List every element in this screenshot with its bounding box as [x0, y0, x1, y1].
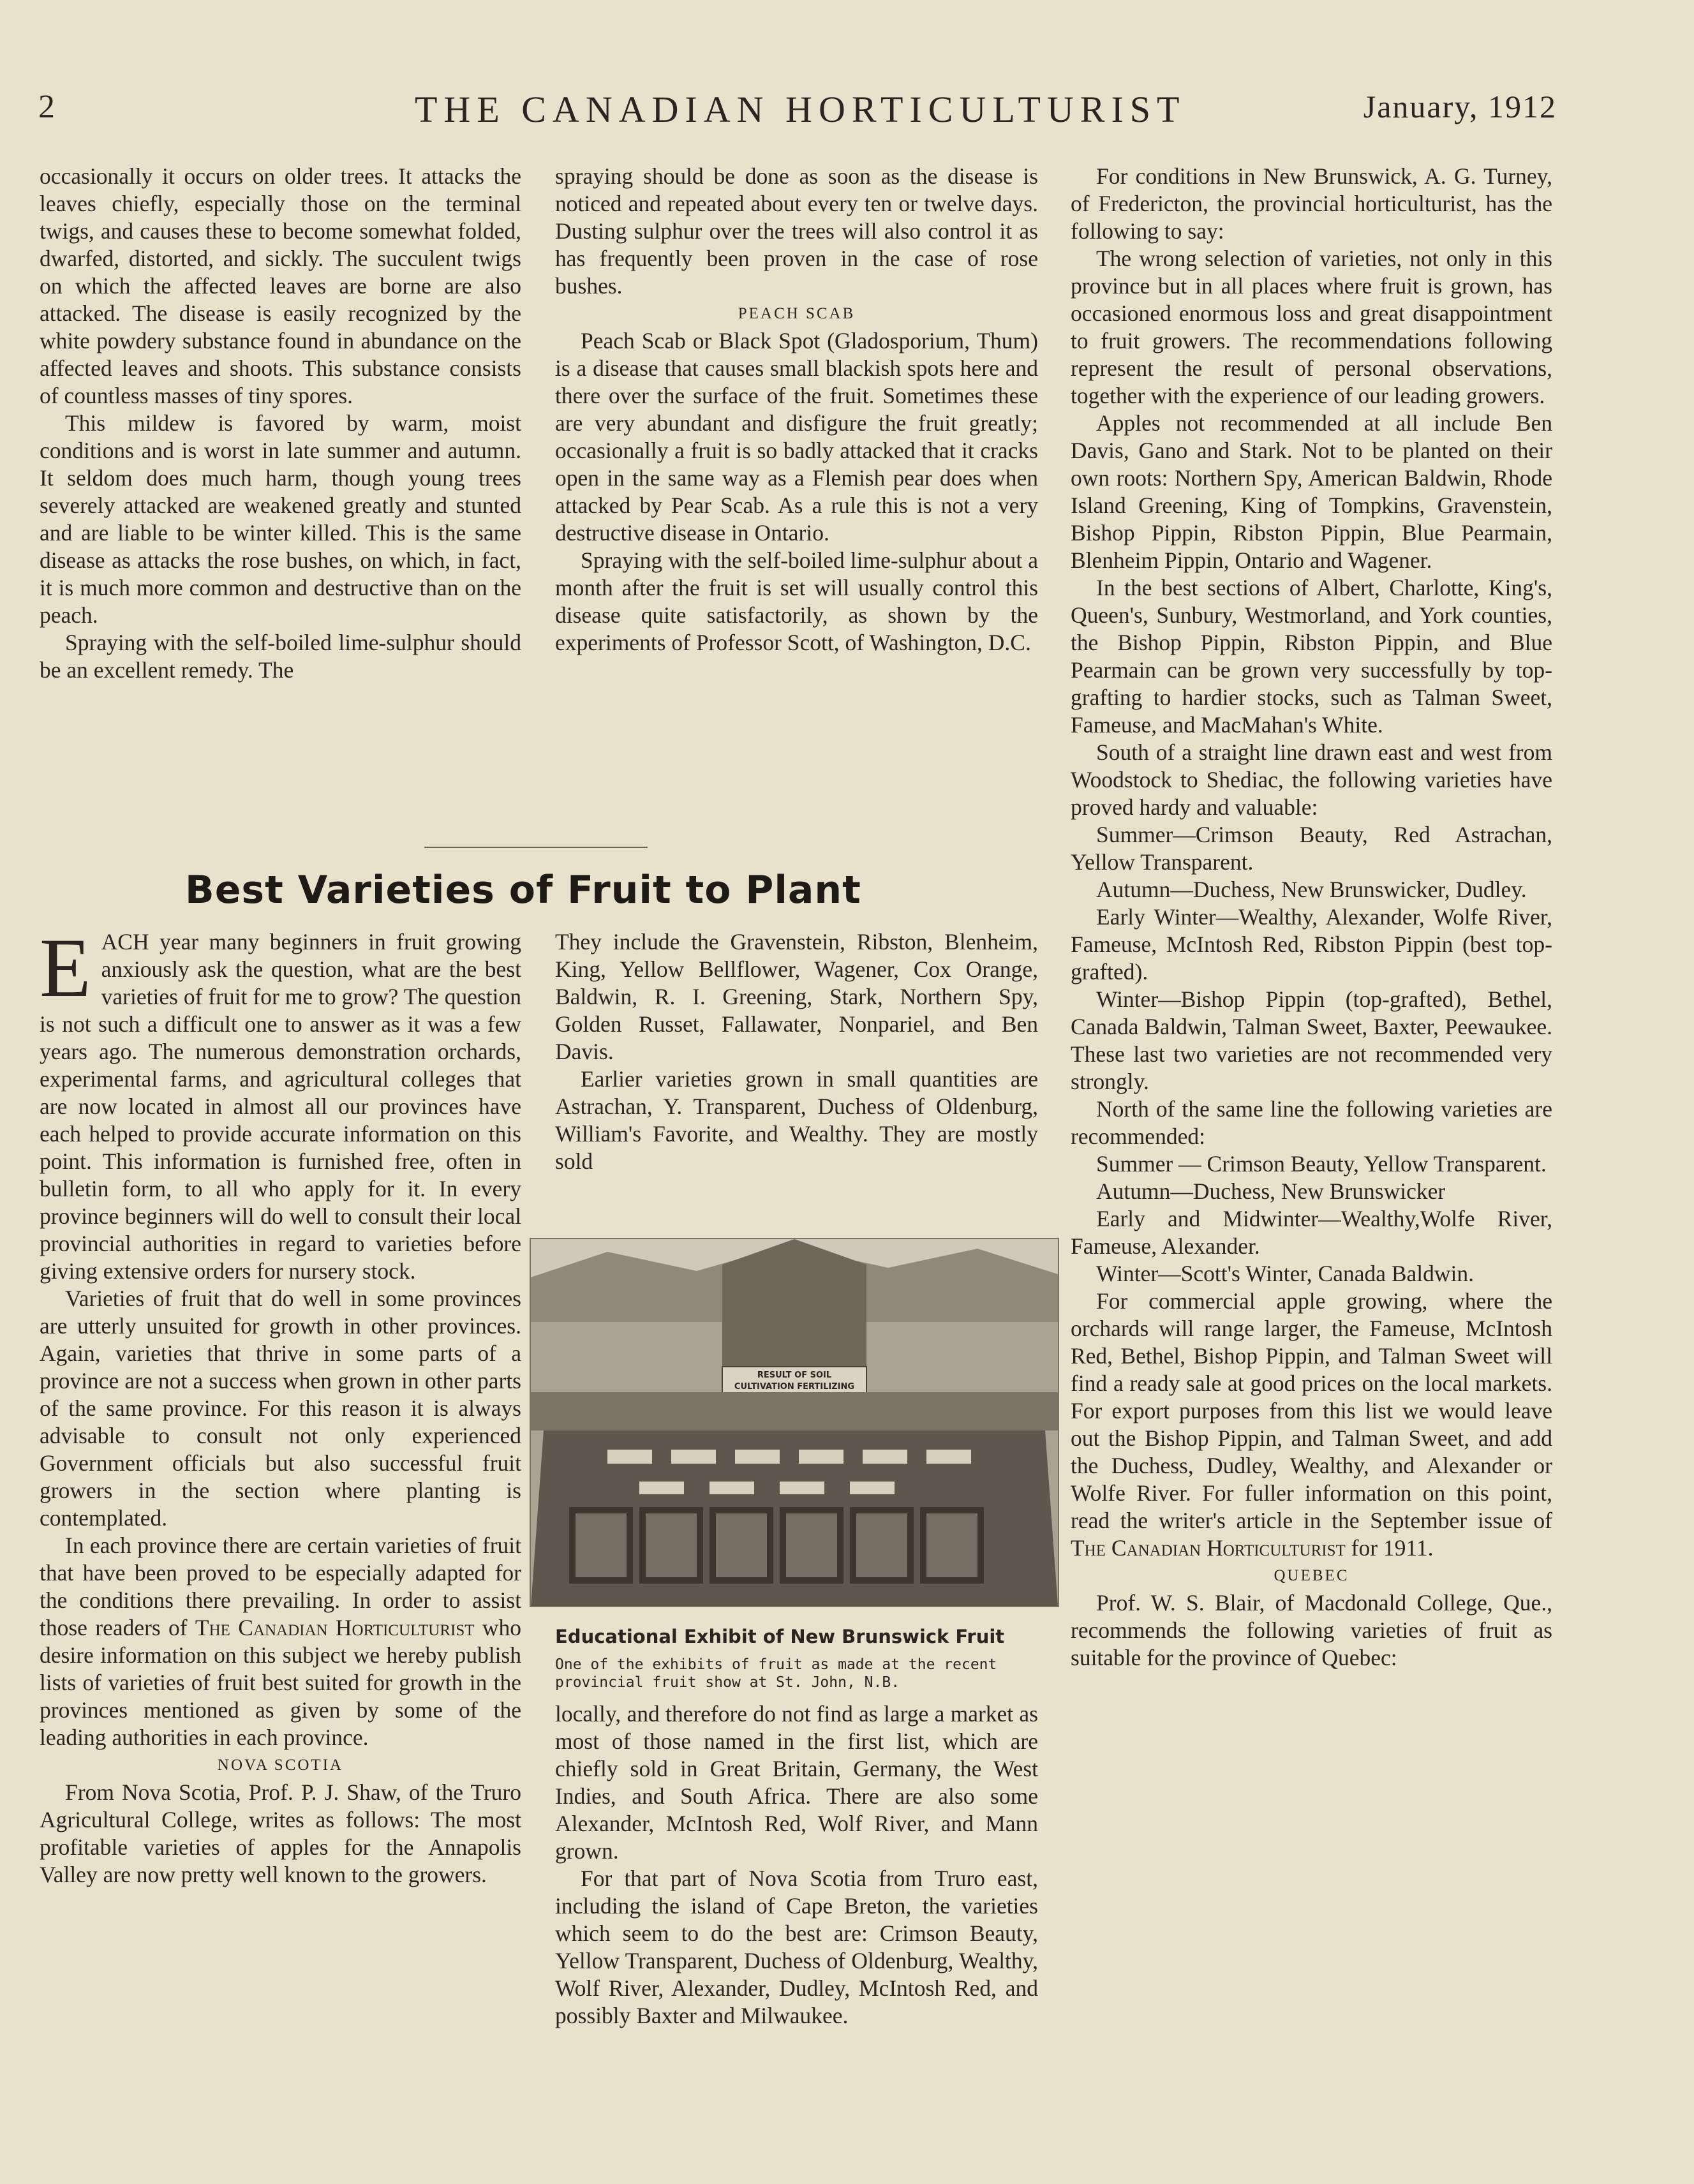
article-column-2-bottom	[555, 1700, 1038, 2030]
paragraph: Summer — Crimson Beauty, Yellow Transparent.	[1096, 1151, 1547, 1177]
paragraph: South of a straight line drawn east and west from Woodstock to Shediac, the following varieties have proved hardy and valuable:	[1071, 739, 1552, 820]
paragraph: Autumn—Duchess, New Brunswicker	[1096, 1178, 1446, 1204]
subheading-peach-scab: PEACH SCAB	[738, 305, 856, 322]
exhibit-sign: RESULT OF SOIL CULTIVATION FERTILIZING	[734, 1371, 855, 1392]
subheading-quebec: QUEBEC	[1274, 1567, 1349, 1584]
paragraph: In the best sections of Albert, Charlotte, King's, Queen's, Sunbury, Westmorland, and York counties, the Bishop Pippin, Ribston Pippin, and Blue Pearmain can be grown very successfully by top-grafting to hardier stocks, such as Talman Sweet, Fameuse, and MacMahan's White.	[1071, 575, 1552, 738]
paragraph: The wrong selection of varieties, not only in this province but in all places where fruit is grown, has occasioned enormous loss and great disappointment to fruit growers. The recommendations following represent the result of personal observations, together with the experience of our leading growers.	[1071, 246, 1552, 408]
paragraph: In each province there are certain varieties of fruit that have been proved to be especially adapted for the conditions there prevailing. In order to assist those readers of The Canadian Horticulturist who desire information on this subject we hereby publish lists of varieties of fruit best suited for growth in the provinces mentioned as given by some of the leading authorities in each province.	[40, 1533, 521, 1750]
paragraph: spraying should be done as soon as the disease is noticed and repeated about every ten or twelve days. Dusting sulphur over the trees will also control it as has frequently been proven in the case of rose bushes.	[555, 163, 1038, 299]
paragraph: From Nova Scotia, Prof. P. J. Shaw, of the Truro Agricultural College, writes as follows: The most profitable varieties of apples for the Annapolis Valley are now pretty well known to the growers.	[40, 1779, 521, 1887]
paragraph: North of the same line the following varieties are recommended:	[1071, 1096, 1552, 1149]
drop-cap: E	[40, 921, 91, 1014]
journal-reference: The Canadian Horticulturist	[1071, 1535, 1346, 1561]
paragraph: locally, and therefore do not find as large a market as most of those named in the first list, which are chiefly sold in Great Britain, Germany, the West Indies, and South Africa. There are also some Alexander, McIntosh Red, Wolf River, and Mann grown.	[555, 1701, 1038, 1864]
issue-date: January, 1912	[1363, 89, 1557, 124]
page-header	[38, 88, 1557, 139]
paragraph: Spraying with the self-boiled lime-sulphur should be an excellent remedy. The	[40, 630, 521, 683]
article-column-1	[40, 921, 521, 1889]
paragraph: Autumn—Duchess, New Brunswicker, Dudley.	[1096, 877, 1527, 902]
photo-illustration	[531, 1239, 1058, 1606]
journal-title: THE CANADIAN HORTICULTURIST	[415, 89, 1186, 130]
page-number: 2	[38, 89, 55, 125]
paragraph-text: ACH year many beginners in fruit growing anxiously ask the question, what are the best varieties of fruit for me to grow? The question is not such a difficult one to answer as it was a few years ago. The numerous demonstration orchards, experimental farms, and agricultural colleges that are now located in almost all our provinces have each helped to provide accurate information on this point. This information is furnished free, often in bulletin form, to all who apply for it. In every province beginners will do well to consult their local provincial authorities in regard to varieties before giving extensive orders for nursery stock.	[40, 929, 521, 1284]
paragraph	[40, 921, 521, 1285]
paragraph: Peach Scab or Black Spot (Gladosporium, Thum) is a disease that causes small blackish spots here and there over the surface of the fruit. Sometimes these are very abundant and disfigure the fruit greatly; occasionally a fruit is so badly attacked that it cracks open in the same way as a Flemish pear does when attacked by Pear Scab. As a rule this is not a very destructive disease in Ontario.	[555, 328, 1038, 546]
exhibit-photograph	[530, 1238, 1059, 1607]
top-column-2	[555, 163, 1038, 657]
paragraph: For commercial apple growing, where the orchards will range larger, the Fameuse, McIntosh Red, Bethel, Bishop Pippin, and Talman Sweet will find a ready sale at good prices on the local markets. For export purposes from this list we would leave out the Bishop Pippin, and Talman Sweet, and add the Duchess, Dudley, Wealthy, and Alexander or Wolfe River. For fuller information on this point, read the writer's article in the September issue of The Canadian Horticulturist for 1911.	[1071, 1288, 1552, 1561]
paragraph: Early and Midwinter—Wealthy,Wolfe River, Fameuse, Alexander.	[1071, 1206, 1552, 1259]
article-column-3	[1071, 163, 1552, 1672]
paragraph: Winter—Scott's Winter, Canada Baldwin.	[1096, 1261, 1475, 1286]
paragraph: Earlier varieties grown in small quantities are Astrachan, Y. Transparent, Duchess of Oldenburg, William's Favorite, and Wealthy. They are mostly sold	[555, 1066, 1038, 1174]
subheading-nova-scotia: NOVA SCOTIA	[217, 1757, 344, 1774]
photo-caption-title: Educational Exhibit of New Brunswick Fruit	[555, 1626, 1005, 1647]
journal-reference: The Canadian Horticulturist	[195, 1615, 475, 1640]
photo-caption-text: One of the exhibits of fruit as made at the recent provincial fruit show at St. John, N.B.	[555, 1656, 997, 1691]
paragraph: For that part of Nova Scotia from Truro east, including the island of Cape Breton, the varieties which seem to do the best are: Crimson Beauty, Yellow Transparent, Duchess of Oldenburg, Wealthy, Wolf River, Alexander, Dudley, McIntosh Red, and possibly Baxter and Milwaukee.	[555, 1866, 1038, 2028]
paragraph: Early Winter—Wealthy, Alexander, Wolfe River, Fameuse, McIntosh Red, Ribston Pippin (best top-grafted).	[1071, 904, 1552, 984]
section-divider	[424, 847, 648, 848]
paragraph: Spraying with the self-boiled lime-sulphur about a month after the fruit is set will usually control this disease quite satisfactorily, as shown by the experiments of Professor Scott, of Washington, D.C.	[555, 547, 1038, 655]
paragraph: Varieties of fruit that do well in some provinces are utterly unsuited for growth in other provinces. Again, varieties that thrive in some parts of a province are not a success when grown in other parts of the same province. For this reason it is always advisable to consult not only experienced Government officials but also successful fruit growers in the section where planting is contemplated.	[40, 1286, 521, 1531]
top-column-1	[40, 163, 521, 684]
paragraph: occasionally it occurs on older trees. It attacks the leaves chiefly, especially those on the terminal twigs, and causes these to become somewhat folded, dwarfed, distorted, and sickly. The succulent twigs on which the affected leaves are borne are also attacked. The disease is easily recognized by the white powdery substance found in abundance on the affected leaves and shoots. This substance consists of countless masses of tiny spores.	[40, 163, 521, 408]
paragraph: Summer—Crimson Beauty, Red Astrachan, Yellow Transparent.	[1071, 822, 1552, 875]
paragraph: Winter—Bishop Pippin (top-grafted), Bethel, Canada Baldwin, Talman Sweet, Baxter, Peewaukee. These last two varieties are not recommended very strongly.	[1071, 986, 1552, 1094]
article-column-2-top	[555, 928, 1038, 1175]
paragraph: This mildew is favored by warm, moist conditions and is worst in late summer and autumn. It seldom does much harm, though young trees severely attacked are weakened greatly and stunted and are liable to be winter killed. This is the same disease as attacks the rose bushes, on which, in fact, it is much more common and destructive than on the peach.	[40, 410, 521, 628]
article-title: Best Varieties of Fruit to Plant	[185, 868, 861, 912]
paragraph: They include the Gravenstein, Ribston, Blenheim, King, Yellow Bellflower, Wagener, Cox Orange, Baldwin, R. I. Greening, Stark, Northern Spy, Golden Russet, Fallawater, Nonpariel, and Ben Davis.	[555, 929, 1038, 1064]
paragraph: Prof. W. S. Blair, of Macdonald College, Que., recommends the following varieties of fruit as suitable for the province of Quebec:	[1071, 1590, 1552, 1670]
paragraph: For conditions in New Brunswick, A. G. Turney, of Fredericton, the provincial horticulturist, has the following to say:	[1071, 163, 1552, 244]
paragraph: Apples not recommended at all include Ben Davis, Gano and Stark. Not to be planted on their own roots: Northern Spy, American Baldwin, Rhode Island Greening, King of Tompkins, Gravenstein, Bishop Pippin, Ribston Pippin, Blue Pearmain, Blenheim Pippin, Ontario and Wagener.	[1071, 410, 1552, 573]
